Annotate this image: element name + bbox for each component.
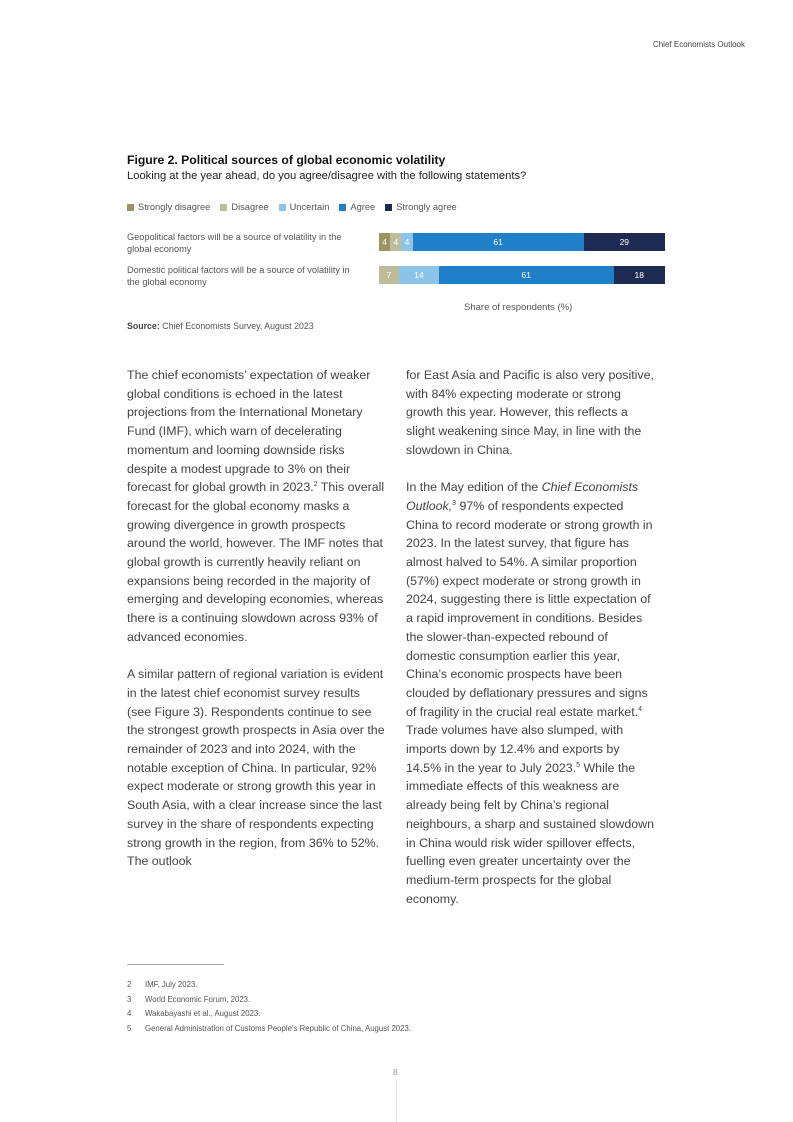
footnote-number: 5 [127,1023,132,1033]
publication-title: Chief Economists Outlook, [406,480,639,513]
body-paragraph: The chief economists’ expectation of weaker global conditions is echoed in the latest projections from the International Monetary Fund (IMF), which warn of decelerating momentum and looming downside risks despite a modest upgrade to 3% on their forecast for global growth in 2023.$^2$ This overall forecast for the global economy masks a growing divergence in growth prospects around the world, however. The IMF notes that global growth is currently heavily reliant on expansions being recorded in the majority of emerging and developing economies, whereas there is a continuing slowdown across 93% of advanced economies. [127,368,385,644]
footnote-reference: 2 [313,481,318,489]
bar-segment-disagree: 7 [379,266,399,284]
legend-item-disagree [220,202,268,212]
legend-swatch-icon [385,204,392,211]
stacked-bar-geopolitical [379,233,665,251]
footnote-item [127,1007,411,1022]
footnote-text: World Economic Forum, 2023. [145,994,251,1004]
body-paragraph: In the May edition of the Chief Economists Outlook,$^3$ 97% of respondents expected China to record moderate or strong growth in 2023. In the latest survey, that figure has almost halved to 54%. A similar proportion (57%) expect moderate or strong growth in 2024, suggesting there is little expectation of a rapid improvement in conditions. Besides the slower-than-expected rebound of domestic consumption earlier this year, China’s economic prospects have been clouded by deflationary pressures and signs of fragility in the crucial real estate market.$^4$ Trade volumes have also slumped, with imports down by 12.4% and exports by 14.5% in the year to July 2023.$^5$ While the immediate effects of this weakness are already being felt by China’s regional neighbours, a sharp and sustained slowdown in China would risk wider spillover effects, fuelling even greater uncertainty over the medium-term prospects for the global economy. [406,480,654,906]
footnote-number: 4 [127,1009,132,1019]
body-paragraph: A similar pattern of regional variation is evident in the latest chief economist survey results (see Figure 3). Respondents continue to see the strongest growth prospects in Asia over the remainder of 2023 and into 2024, with the notable exception of China. In particular, 92% expect moderate or strong growth this year in South Asia, with a clear increase since the last survey in the share of respondents expecting strong growth in the region, from 36% to 52%. The outlook [127,667,385,869]
legend-swatch-icon [220,204,227,211]
x-axis-label: Share of respondents (%) [464,302,573,313]
legend-swatch-icon [127,204,134,211]
footnote-text: IMF, July 2023. [145,980,198,989]
figure-heading [127,152,667,184]
legend-swatch-icon [279,204,286,211]
legend-swatch-icon [339,204,346,211]
footnote-item [127,993,411,1008]
legend-label: Agree [350,202,376,212]
running-header-title: Chief Economists Outlook [652,40,745,49]
footnote-reference: 4 [638,705,642,713]
source-label: Source: [127,321,160,331]
footnotes [127,978,411,1036]
footnote-reference: 5 [576,761,581,769]
figure-subtitle: Looking at the year ahead, do you agree/disagree with the following statements? [127,170,527,182]
page-footer-rule [396,1080,397,1122]
bar-segment-agree: 61 [439,266,613,284]
footnote-number: 3 [127,994,132,1004]
chart-legend [127,202,457,212]
body-paragraph: for East Asia and Pacific is also very positive, with 84% expecting moderate or strong growth this year. However, this reflects a slight weakening since May, in line with the slowdown in China. [406,368,654,457]
legend-label: Uncertain [289,202,330,212]
stacked-bar-domestic [379,266,665,284]
footnote-divider [127,964,224,965]
bar-segment-strongly-agree: 29 [584,233,665,251]
legend-item-uncertain [279,202,330,212]
bar-segment-agree: 61 [413,233,584,251]
page-number: 8 [393,1067,398,1077]
bar-segment-uncertain: 14 [399,266,439,284]
chart-row-label-geopolitical: Geopolitical factors will be a source of volatility in the global economy [127,232,342,254]
footnote-item [127,978,411,993]
footnote-reference: 3 [452,499,457,507]
legend-label: Strongly agree [396,202,457,212]
footnote-item [127,1022,411,1037]
footnote-text: General Administration of Customs People’s Republic of China, August 2023. [145,1023,411,1033]
source-text: Chief Economists Survey, August 2023 [162,321,314,331]
footnote-text: Wakabayashi et al., August 2023. [145,1009,261,1019]
footnote-number: 2 [127,980,132,989]
bar-segment-strongly-disagree: 4 [379,233,390,251]
bar-segment-strongly-agree: 18 [614,266,665,284]
legend-label: Strongly disagree [138,202,211,212]
legend-label: Disagree [231,202,269,212]
figure-source [127,321,314,331]
chart-row-label-domestic: Domestic political factors will be a source of volatility in the global economy [127,265,350,287]
bar-segment-disagree: 4 [390,233,401,251]
legend-item-strongly-disagree [127,202,210,212]
figure-title: Figure 2. Political sources of global economic volatility [127,153,446,167]
legend-item-agree [339,202,375,212]
body-column-right [406,366,656,927]
bar-segment-uncertain: 4 [401,233,412,251]
legend-item-strongly-agree [385,202,456,212]
body-column-left [127,366,385,890]
